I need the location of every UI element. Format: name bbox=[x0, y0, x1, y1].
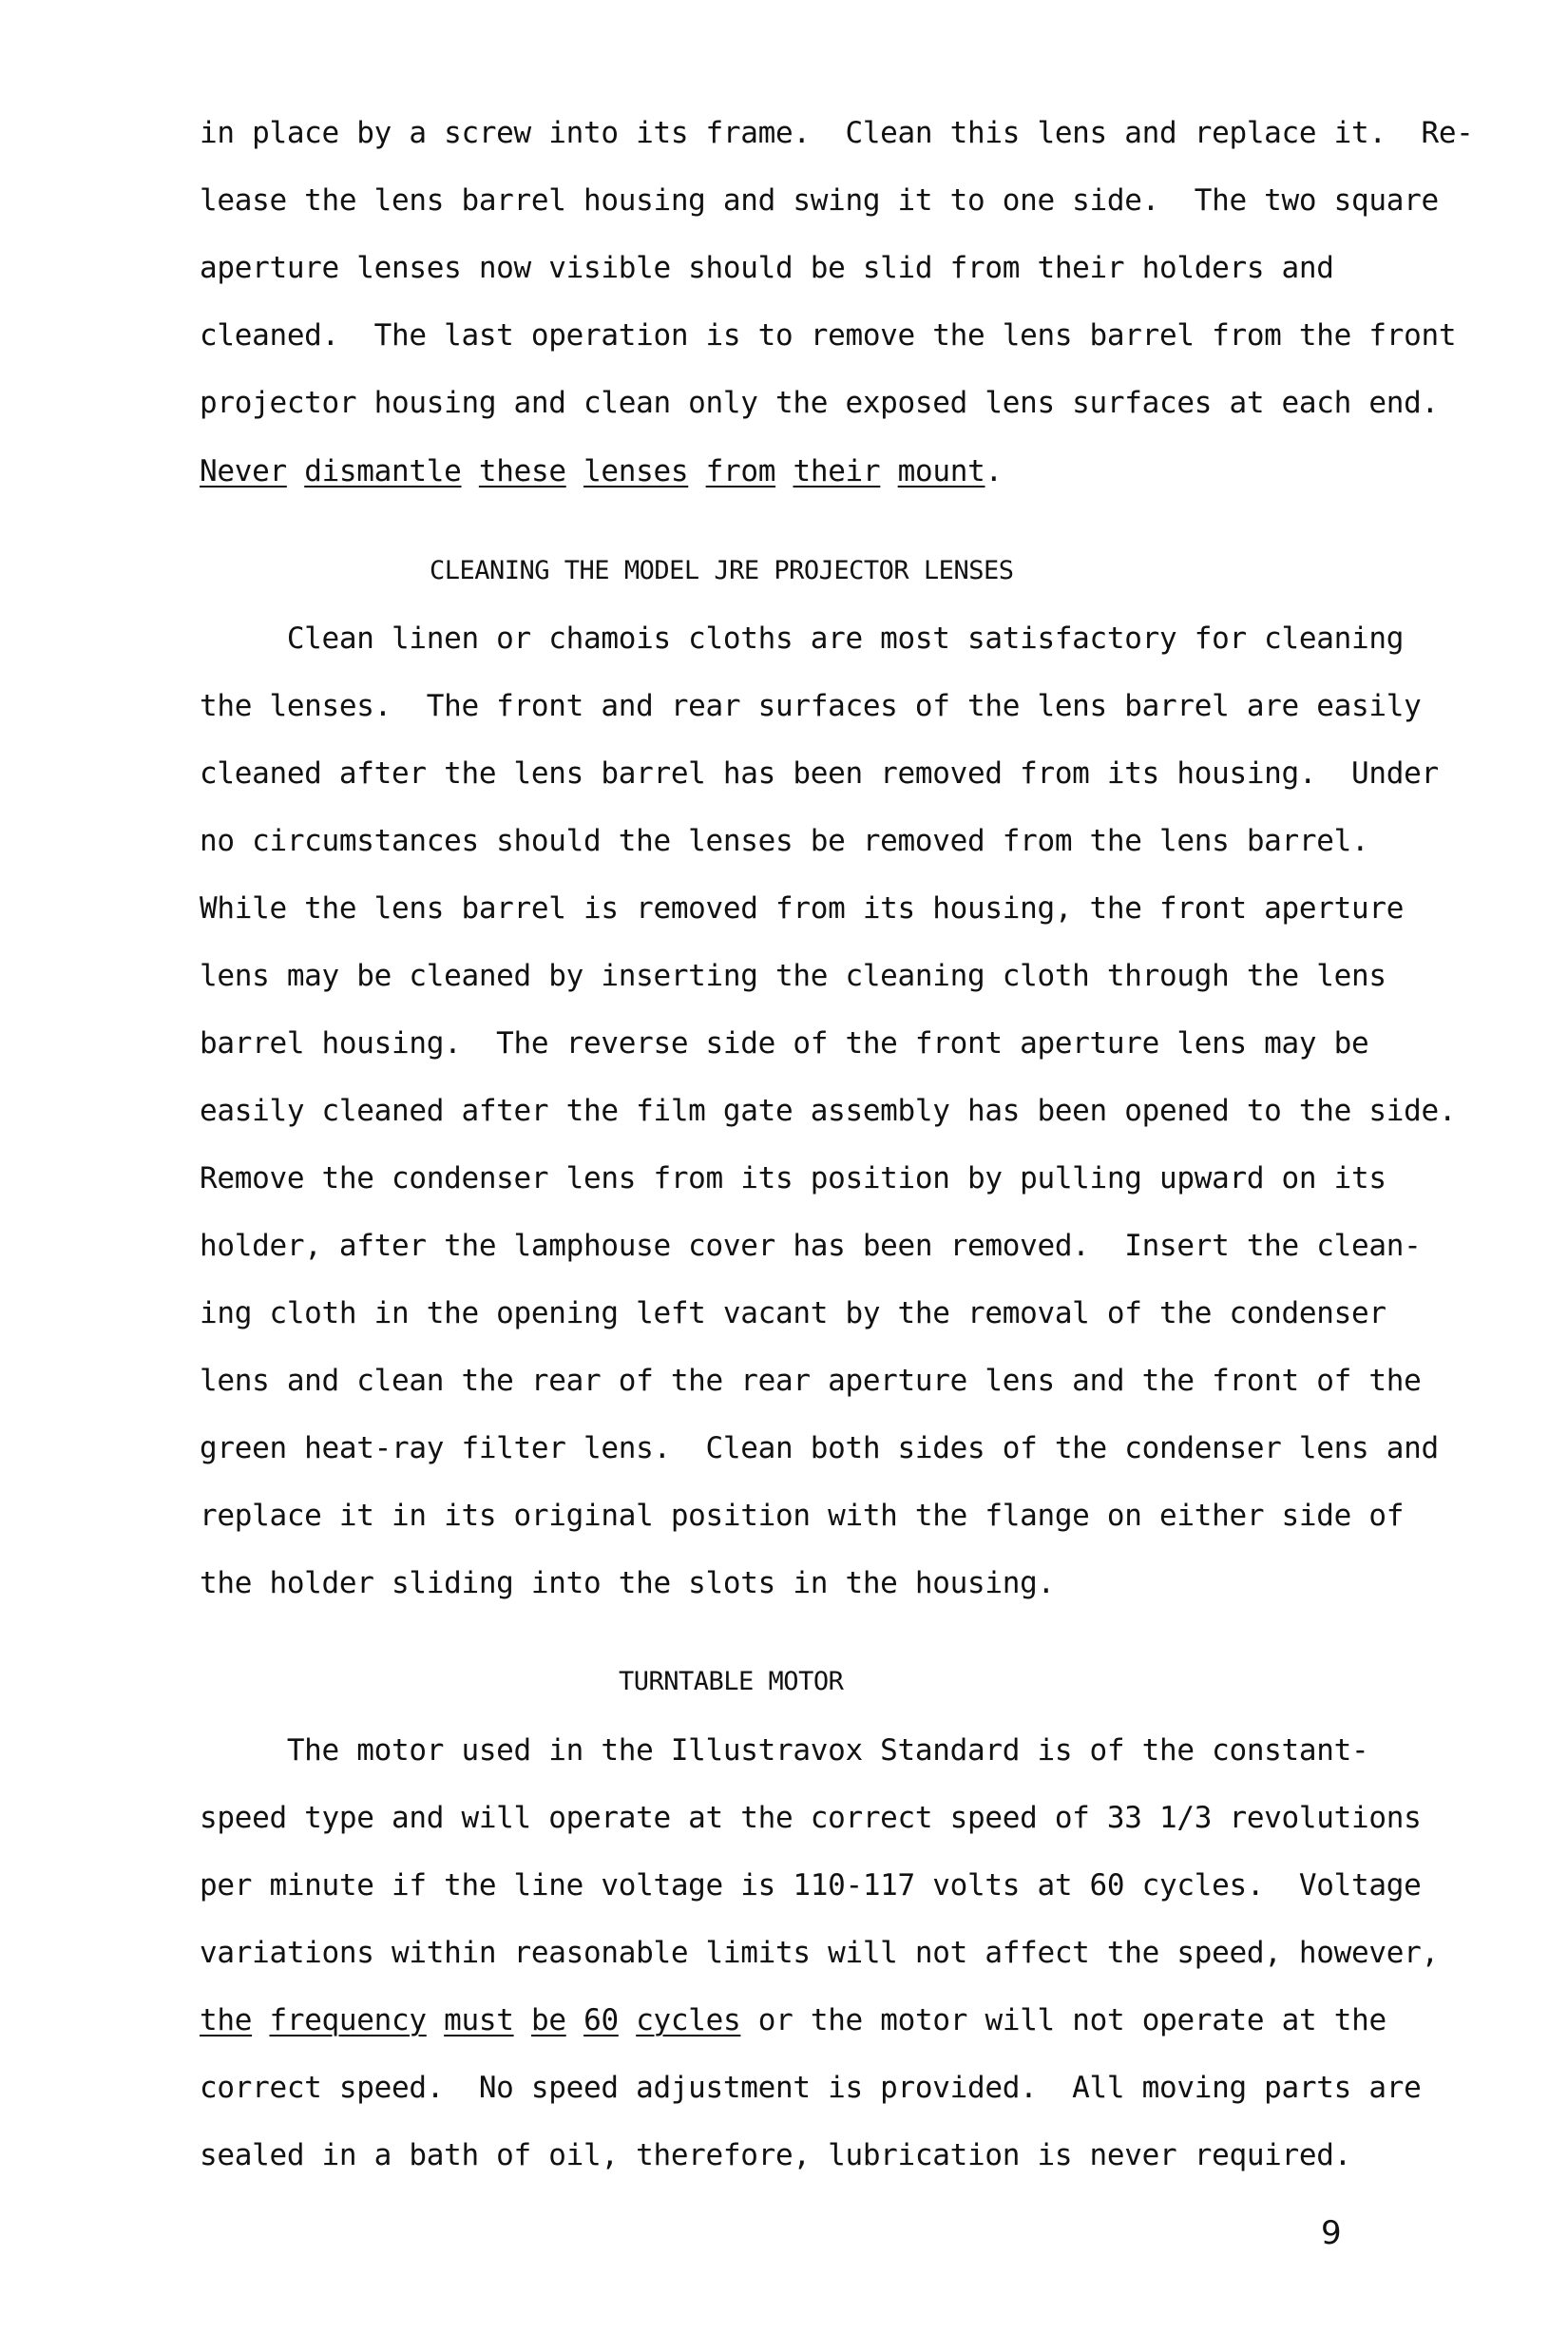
text-line: cleaned after the lens barrel has been removed from its housing. Under bbox=[200, 756, 1439, 791]
text-line: lens may be cleaned by inserting the cleaning cloth through the lens bbox=[200, 959, 1386, 993]
underlined-word: Never bbox=[200, 454, 287, 488]
emphasis-line bbox=[200, 2001, 1386, 2039]
text-line: barrel housing. The reverse side of the front aperture lens may be bbox=[200, 1026, 1369, 1061]
warning-line bbox=[200, 452, 1003, 490]
underlined-word: must bbox=[444, 2003, 514, 2037]
underlined-word: the bbox=[200, 2003, 253, 2037]
underlined-word: mount bbox=[897, 454, 985, 488]
text-line: holder, after the lamphouse cover has been removed. Insert the clean- bbox=[200, 1229, 1422, 1263]
section-heading: TURNTABLE MOTOR bbox=[619, 1667, 844, 1696]
text-line: the lenses. The front and rear surfaces of the lens barrel are easily bbox=[200, 689, 1422, 723]
text-line: no circumstances should the lenses be removed from the lens barrel. bbox=[200, 824, 1369, 858]
underlined-word: from bbox=[705, 454, 776, 488]
text-line: Remove the condenser lens from its position by pulling upward on its bbox=[200, 1161, 1386, 1195]
text-line: lens and clean the rear of the rear aperture lens and the front of the bbox=[200, 1364, 1422, 1398]
underlined-word: these bbox=[478, 454, 566, 488]
text-line: The motor used in the Illustravox Standard is of the constant- bbox=[200, 1733, 1369, 1768]
page-number: 9 bbox=[1321, 2214, 1342, 2252]
underlined-word: 60 bbox=[583, 2003, 619, 2037]
underlined-word: lenses bbox=[583, 454, 689, 488]
text-line: green heat-ray filter lens. Clean both sides of the condenser lens and bbox=[200, 1431, 1439, 1465]
text-line: sealed in a bath of oil, therefore, lubrication is never required. bbox=[200, 2138, 1351, 2172]
period: . bbox=[985, 454, 1003, 488]
underlined-word: dismantle bbox=[304, 454, 462, 488]
text-line: Clean linen or chamois cloths are most satisfactory for cleaning bbox=[200, 621, 1405, 656]
text-line: cleaned. The last operation is to remove the lens barrel from the front bbox=[200, 318, 1457, 353]
text-line: in place by a screw into its frame. Clean this lens and replace it. Re- bbox=[200, 116, 1474, 150]
text-line: replace it in its original position with the flange on either side of bbox=[200, 1499, 1405, 1533]
underlined-word: be bbox=[530, 2003, 566, 2037]
text-line: speed type and will operate at the correct speed of 33 1/3 revolutions bbox=[200, 1801, 1422, 1835]
text-line: aperture lenses now visible should be slid from their holders and bbox=[200, 251, 1334, 285]
text-line: ing cloth in the opening left vacant by the removal of the condenser bbox=[200, 1296, 1386, 1330]
text-span: or the motor will not operate at the bbox=[740, 2003, 1386, 2037]
text-line: While the lens barrel is removed from its housing, the front aperture bbox=[200, 891, 1405, 926]
text-line: easily cleaned after the film gate assembly has been opened to the side. bbox=[200, 1094, 1457, 1128]
section-heading: CLEANING THE MODEL JRE PROJECTOR LENSES bbox=[430, 556, 1014, 585]
text-line: lease the lens barrel housing and swing it to one side. The two square bbox=[200, 183, 1439, 218]
underlined-word: their bbox=[793, 454, 881, 488]
text-line: variations within reasonable limits will not affect the speed, however, bbox=[200, 1936, 1439, 1970]
underlined-word: cycles bbox=[636, 2003, 741, 2037]
text-line: per minute if the line voltage is 110-117 volts at 60 cycles. Voltage bbox=[200, 1868, 1422, 1903]
text-line: projector housing and clean only the exposed lens surfaces at each end. bbox=[200, 386, 1439, 420]
text-line: correct speed. No speed adjustment is provided. All moving parts are bbox=[200, 2071, 1422, 2105]
text-line: the holder sliding into the slots in the housing. bbox=[200, 1566, 1055, 1600]
underlined-word: frequency bbox=[269, 2003, 427, 2037]
